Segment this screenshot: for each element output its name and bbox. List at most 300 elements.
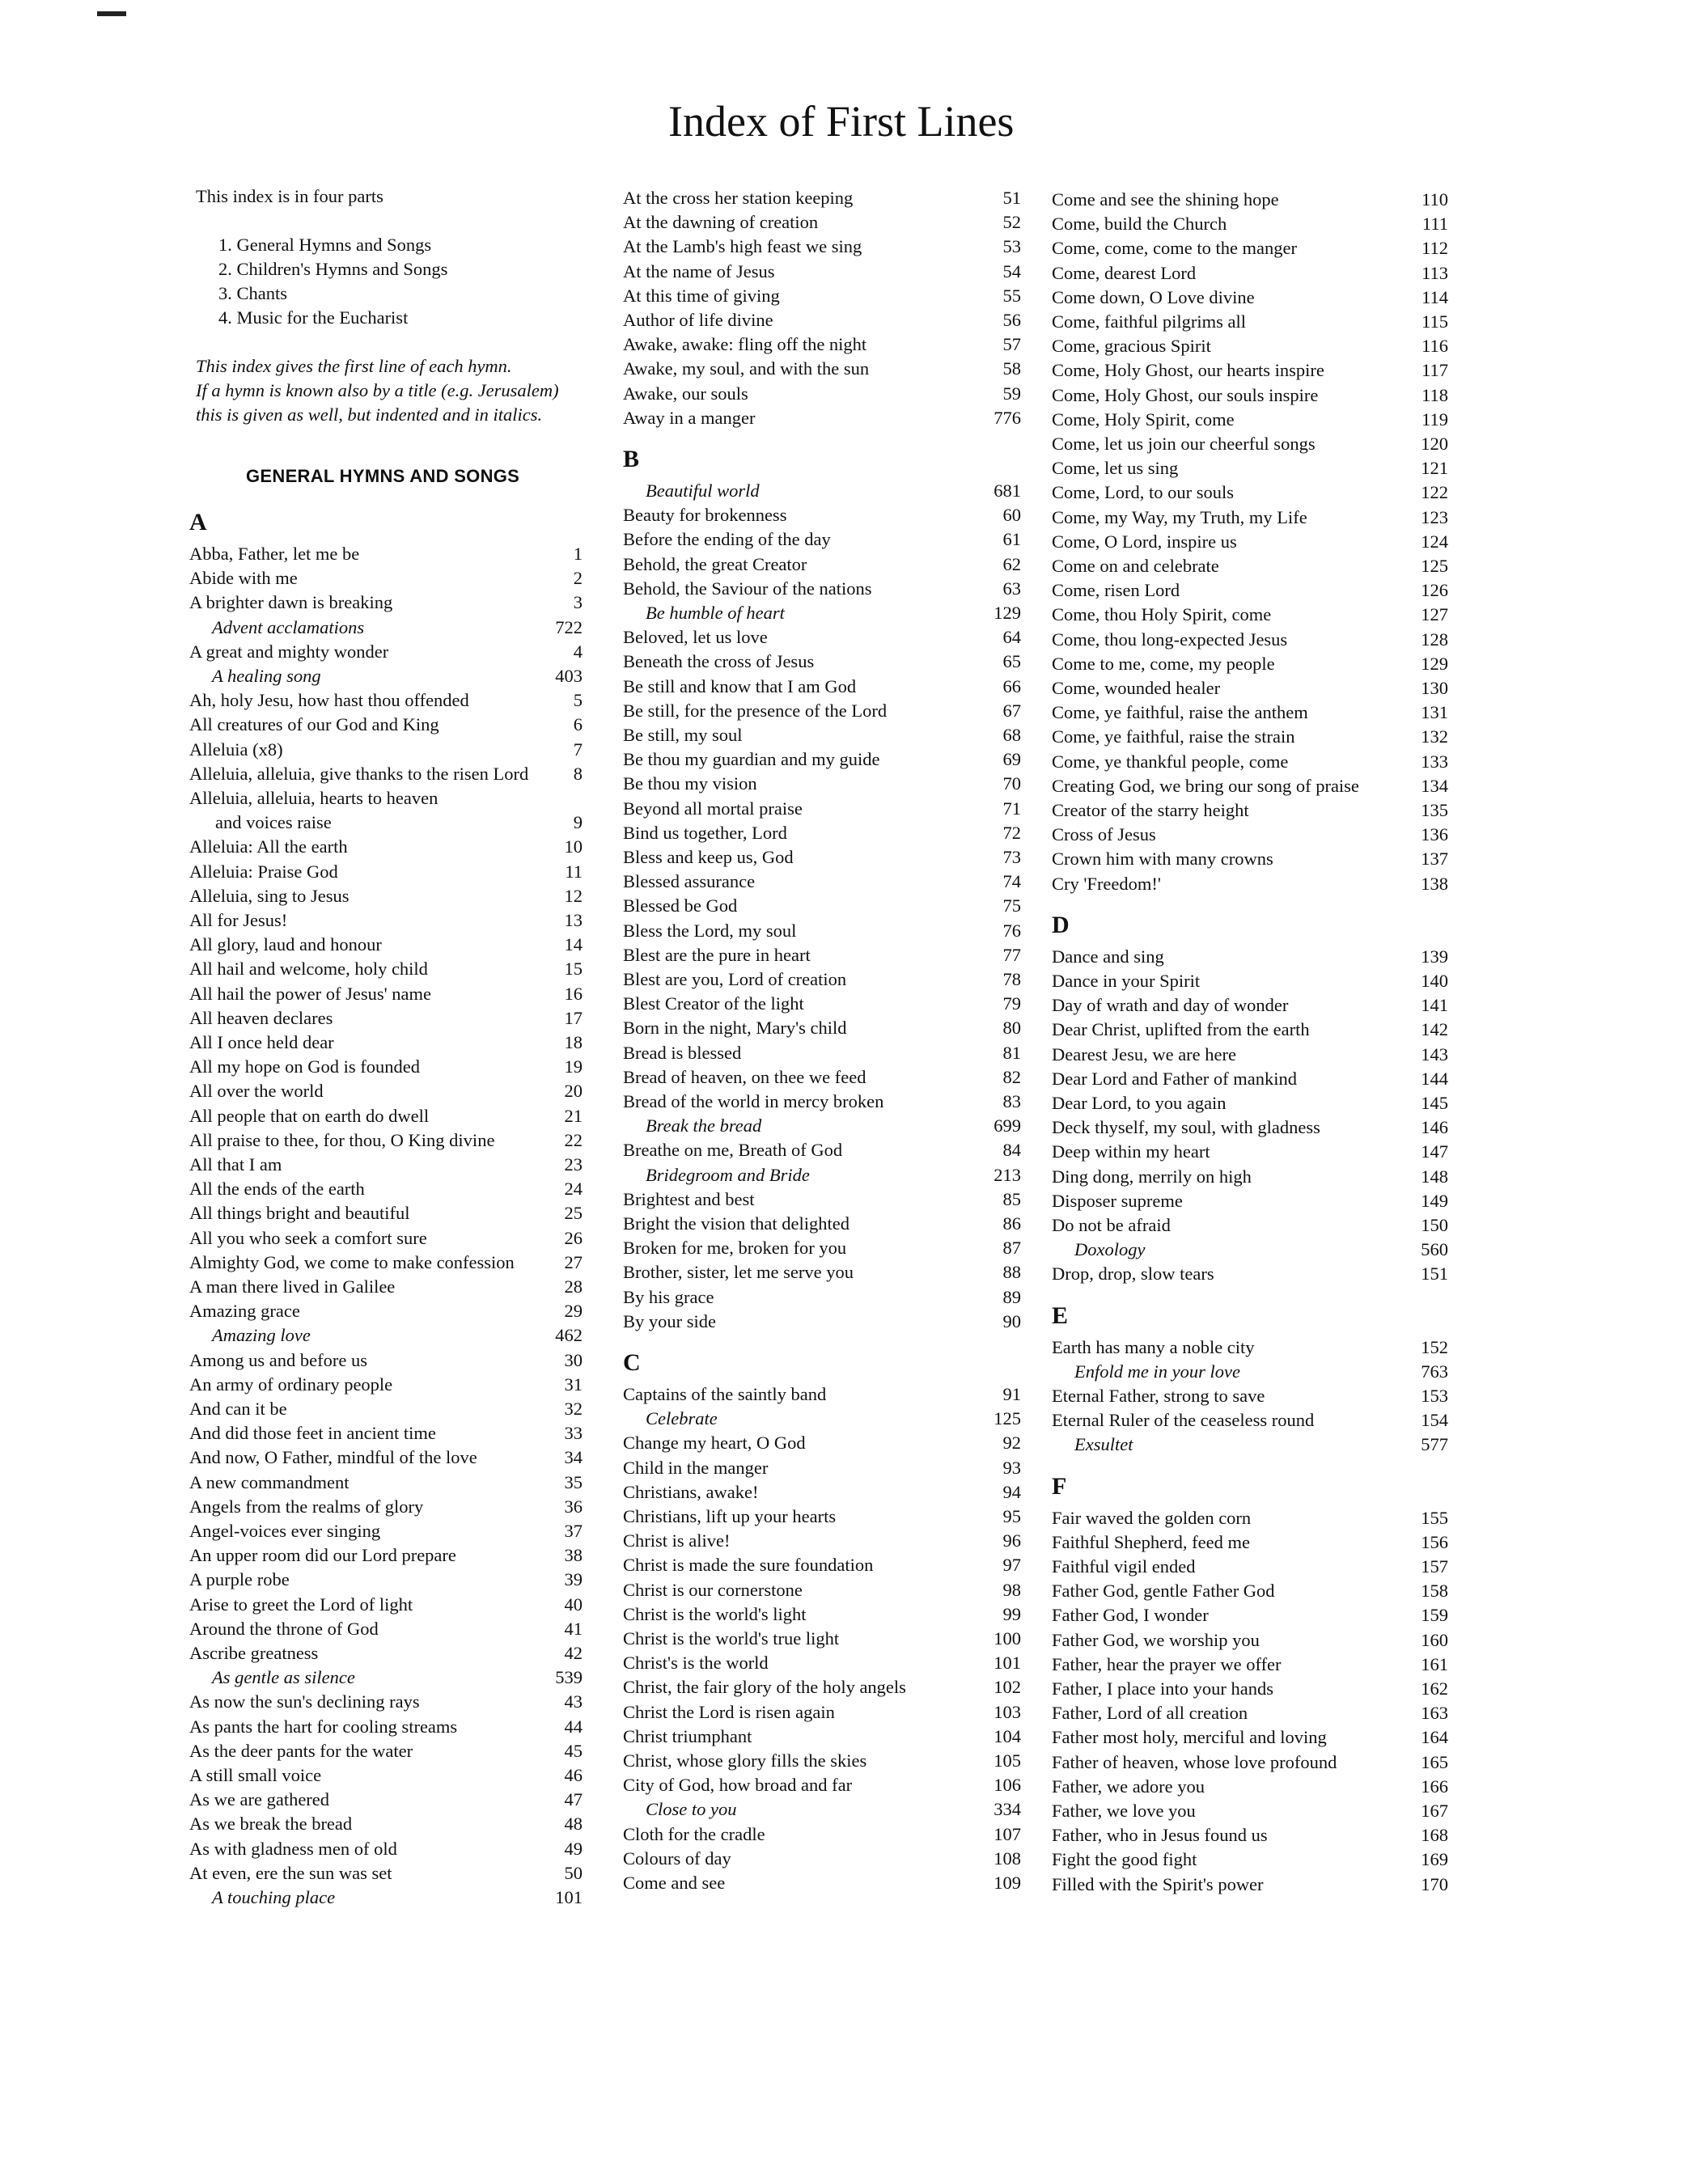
- entry-text: Fight the good fight: [1052, 1849, 1197, 1870]
- entry-number: 69: [1002, 749, 1021, 770]
- intro-note-line: this is given as well, but indented and in italics.: [196, 404, 543, 425]
- index-entry: [1052, 310, 1448, 334]
- entry-number: 19: [564, 1056, 583, 1077]
- entry-text: Come on and celebrate: [1052, 556, 1219, 576]
- entry-number: 56: [1002, 310, 1021, 330]
- entry-text: A man there lived in Galilee: [189, 1276, 396, 1297]
- index-entry: [1052, 1775, 1448, 1799]
- index-entry: [1052, 1408, 1448, 1433]
- entry-number: 127: [1421, 604, 1448, 625]
- index-entry-title: [623, 1407, 1021, 1431]
- entry-text: Brother, sister, let me serve you: [623, 1262, 854, 1283]
- entry-number: 46: [564, 1765, 583, 1785]
- entry-number: 150: [1421, 1215, 1448, 1235]
- entry-number: 27: [564, 1251, 583, 1272]
- entry-number: 137: [1421, 849, 1448, 870]
- index-entry: [1052, 1653, 1448, 1677]
- index-entry: [623, 1187, 1021, 1212]
- entry-number: 96: [1002, 1530, 1021, 1551]
- index-entry: [189, 1837, 583, 1861]
- entry-number: 81: [1002, 1042, 1021, 1063]
- index-entry-title: [1052, 1360, 1448, 1384]
- entry-text: Come, come, come to the manger: [1052, 238, 1298, 259]
- index-entry: [1052, 358, 1448, 383]
- index-entry: [189, 1690, 583, 1714]
- entry-text: Filled with the Spirit's power: [1052, 1873, 1264, 1894]
- index-entry: [623, 943, 1021, 967]
- entry-number: 91: [1002, 1384, 1021, 1404]
- entry-text: Be humble of heart: [646, 603, 785, 623]
- index-entry: [1052, 1384, 1448, 1408]
- index-entry: [189, 1299, 583, 1323]
- entry-text: Come, my Way, my Truth, my Life: [1052, 506, 1307, 527]
- entry-number: 152: [1421, 1336, 1448, 1357]
- index-entry: [623, 210, 1021, 235]
- page-title: Index of First Lines: [668, 97, 1015, 146]
- entry-number: 133: [1421, 751, 1448, 772]
- entry-text: Bread is blessed: [623, 1042, 742, 1063]
- entry-text: Come, dearest Lord: [1052, 262, 1197, 283]
- entry-number: 118: [1421, 384, 1448, 405]
- entry-text: A great and mighty wonder: [189, 641, 389, 662]
- entry-number: 54: [1002, 260, 1021, 281]
- entry-text: At the Lamb's high feast we sing: [623, 236, 862, 257]
- index-entry: [1052, 847, 1448, 871]
- entry-text: Eternal Ruler of the ceaseless round: [1052, 1410, 1315, 1431]
- entry-number: 21: [564, 1105, 583, 1126]
- index-entry: [623, 527, 1021, 552]
- index-entry: [189, 640, 583, 664]
- index-entry: [1052, 1140, 1448, 1164]
- entry-text: Close to you: [646, 1799, 737, 1820]
- index-entry: [1052, 261, 1448, 286]
- entry-text: Christ is the world's light: [623, 1603, 807, 1624]
- index-entry: [1052, 1873, 1448, 1897]
- index-entry: [1052, 506, 1448, 530]
- index-entry: [189, 811, 583, 835]
- entry-text: City of God, how broad and far: [623, 1775, 853, 1796]
- entry-text: A still small voice: [189, 1765, 322, 1785]
- entry-number: 85: [1002, 1188, 1021, 1209]
- entry-number: 42: [564, 1643, 583, 1663]
- entry-text: Dance and sing: [1052, 946, 1164, 967]
- entry-number: 84: [1002, 1140, 1021, 1161]
- index-entry: [623, 894, 1021, 918]
- entry-text: Christ is the world's true light: [623, 1628, 840, 1649]
- entry-number: 82: [1002, 1066, 1021, 1087]
- entry-number: 160: [1421, 1629, 1448, 1650]
- entry-number: 35: [564, 1471, 583, 1492]
- entry-text: All creatures of our God and King: [189, 714, 439, 735]
- entry-text: Beneath the cross of Jesus: [623, 651, 815, 672]
- index-entry: [623, 919, 1021, 943]
- entry-number: 124: [1421, 531, 1448, 552]
- index-entry: [623, 1871, 1021, 1895]
- letter-heading: C: [623, 1349, 641, 1376]
- entry-text: Disposer supreme: [1052, 1190, 1183, 1211]
- entry-text: and voices raise: [215, 812, 332, 833]
- entry-number: 40: [564, 1594, 583, 1615]
- entry-number: 67: [1002, 700, 1021, 721]
- entry-number: 79: [1002, 993, 1021, 1014]
- index-entry: [1052, 1823, 1448, 1848]
- entry-number: 577: [1421, 1434, 1448, 1455]
- index-entry: [1052, 1115, 1448, 1140]
- entry-number: 50: [564, 1862, 583, 1883]
- index-entry: [1052, 1165, 1448, 1189]
- entry-text: An upper room did our Lord prepare: [189, 1545, 456, 1566]
- entry-number: 131: [1421, 702, 1448, 723]
- index-entry: [1052, 334, 1448, 358]
- index-entry: [1052, 725, 1448, 749]
- entry-number: 55: [1002, 285, 1021, 306]
- entry-number: 47: [564, 1789, 583, 1810]
- section-heading: GENERAL HYMNS AND SONGS: [246, 466, 520, 486]
- entry-number: 159: [1421, 1605, 1448, 1626]
- entry-number: 3: [573, 592, 583, 613]
- index-entry: [623, 723, 1021, 747]
- entry-text: By his grace: [623, 1286, 714, 1307]
- entry-text: Faithful Shepherd, feed me: [1052, 1531, 1250, 1552]
- entry-number: 97: [1002, 1555, 1021, 1576]
- intro-note-line: This index gives the first line of each hymn.: [196, 356, 512, 376]
- entry-number: 141: [1421, 995, 1448, 1016]
- entry-text: Cross of Jesus: [1052, 824, 1156, 845]
- index-entry: [623, 1480, 1021, 1505]
- index-entry: [623, 552, 1021, 577]
- entry-text: Christians, awake!: [623, 1481, 759, 1502]
- index-entry: [623, 577, 1021, 601]
- entry-text: All heaven declares: [189, 1007, 333, 1028]
- entry-text: Dearest Jesu, we are here: [1052, 1043, 1236, 1064]
- entry-text: All things bright and beautiful: [189, 1203, 410, 1224]
- entry-number: 95: [1002, 1506, 1021, 1526]
- entry-number: 71: [1002, 798, 1021, 819]
- entry-text: As pants the hart for cooling streams: [189, 1716, 458, 1737]
- entry-text: Enfold me in your love: [1074, 1361, 1240, 1382]
- index-entry-title: [189, 1323, 583, 1348]
- entry-text: Come, faithful pilgrims all: [1052, 311, 1246, 332]
- index-entry: [189, 1079, 583, 1103]
- entry-number: 31: [564, 1373, 583, 1395]
- entry-number: 70: [1002, 773, 1021, 794]
- entry-text: At the name of Jesus: [623, 260, 775, 281]
- index-entry: [189, 1226, 583, 1251]
- entry-text: A purple robe: [189, 1569, 290, 1590]
- entry-number: 59: [1002, 383, 1021, 404]
- entry-number: 113: [1421, 262, 1448, 283]
- index-entry: [189, 1128, 583, 1153]
- entry-number: 151: [1421, 1263, 1448, 1285]
- index-entry: [1052, 1701, 1448, 1725]
- entry-number: 68: [1002, 725, 1021, 745]
- entry-text: Change my heart, O God: [623, 1433, 806, 1454]
- entry-text: Come, build the Church: [1052, 214, 1227, 235]
- entry-text: Alleluia: Praise God: [189, 861, 338, 882]
- entry-text: Be still and know that I am God: [623, 675, 857, 696]
- entry-number: 154: [1421, 1410, 1448, 1431]
- index-entry: [1052, 530, 1448, 554]
- index-entry: [623, 1700, 1021, 1725]
- entry-number: 158: [1421, 1581, 1448, 1602]
- entry-text: Come, ye faithful, raise the strain: [1052, 726, 1295, 747]
- entry-number: 119: [1421, 408, 1448, 430]
- entry-text: Awake, awake: fling off the night: [623, 334, 867, 355]
- entry-text: Christ, whose glory fills the skies: [623, 1750, 867, 1771]
- entry-text: Earth has many a noble city: [1052, 1336, 1255, 1357]
- entry-text: Awake, my soul, and with the sun: [623, 358, 870, 379]
- entry-number: 134: [1421, 775, 1448, 796]
- entry-number: 17: [564, 1007, 583, 1028]
- entry-number: 52: [1002, 212, 1021, 233]
- entry-number: 28: [564, 1276, 583, 1297]
- entry-text: Child in the manger: [623, 1457, 769, 1478]
- entry-text: Father God, I wonder: [1052, 1605, 1209, 1626]
- letter-heading: D: [1052, 911, 1070, 938]
- entry-text: Come, ye thankful people, come: [1052, 751, 1289, 772]
- entry-number: 109: [994, 1873, 1021, 1893]
- index-entry: [1052, 1628, 1448, 1653]
- entry-text: Bread of the world in mercy broken: [623, 1091, 884, 1111]
- entry-number: 13: [564, 910, 583, 930]
- entry-number: 136: [1421, 824, 1448, 845]
- entry-text: Ah, holy Jesu, how hast thou offended: [189, 690, 469, 711]
- entry-number: 560: [1421, 1239, 1448, 1260]
- entry-number: 48: [564, 1814, 583, 1835]
- entry-text: All over the world: [189, 1081, 324, 1102]
- entry-number: 167: [1421, 1801, 1448, 1821]
- entry-text: Bridegroom and Bride: [646, 1164, 810, 1185]
- entry-number: 18: [564, 1032, 583, 1052]
- entry-text: Broken for me, broken for you: [623, 1238, 847, 1259]
- entry-text: Drop, drop, slow tears: [1052, 1263, 1214, 1285]
- entry-text: A new commandment: [189, 1471, 350, 1492]
- index-entry: [623, 821, 1021, 845]
- index-entry: [189, 688, 583, 713]
- entry-text: All the ends of the earth: [189, 1179, 365, 1200]
- entry-text: Be still, my soul: [623, 725, 743, 745]
- entry-text: Be thou my vision: [623, 773, 757, 794]
- index-entry: [1052, 945, 1448, 969]
- index-entry: [1052, 603, 1448, 627]
- entry-text: Alleluia, alleluia, hearts to heaven: [189, 788, 439, 808]
- entry-number: 80: [1002, 1018, 1021, 1039]
- entry-text: Arise to greet the Lord of light: [189, 1594, 413, 1615]
- entry-number: 125: [994, 1408, 1021, 1429]
- entry-text: Father, we love you: [1052, 1801, 1196, 1821]
- index-entry: [623, 1382, 1021, 1407]
- entry-text: As gentle as silence: [212, 1667, 355, 1688]
- entry-text: All hail the power of Jesus' name: [189, 983, 431, 1004]
- intro-part-2: 2. Children's Hymns and Songs: [218, 259, 448, 279]
- entry-number: 90: [1002, 1310, 1021, 1331]
- entry-text: And can it be: [189, 1399, 287, 1419]
- index-entry: [189, 1445, 583, 1470]
- index-entry: [623, 357, 1021, 381]
- entry-number: 165: [1421, 1751, 1448, 1772]
- entry-text: By your side: [623, 1310, 716, 1331]
- index-entry: [189, 1788, 583, 1812]
- entry-number: 132: [1421, 726, 1448, 747]
- entry-text: Christ is made the sure foundation: [623, 1555, 874, 1576]
- index-entry-title: [623, 479, 1021, 503]
- index-entry: [1052, 408, 1448, 432]
- entry-number: 26: [564, 1227, 583, 1248]
- entry-number: 129: [1421, 653, 1448, 674]
- entry-number: 121: [1421, 458, 1448, 479]
- entry-text: Ascribe greatness: [189, 1643, 319, 1663]
- intro-note-line: If a hymn is known also by a title (e.g. Jerusalem): [196, 380, 559, 400]
- entry-text: Deck thyself, my soul, with gladness: [1052, 1117, 1320, 1138]
- entry-text: Alleluia: All the earth: [189, 836, 348, 857]
- index-entry: [189, 1153, 583, 1177]
- entry-number: 63: [1002, 578, 1021, 599]
- entry-text: Amazing grace: [189, 1301, 300, 1322]
- entry-number: 58: [1002, 358, 1021, 379]
- entry-text: All praise to thee, for thou, O King divine: [189, 1129, 495, 1150]
- index-entry: [1052, 872, 1448, 896]
- index-entry: [189, 1201, 583, 1225]
- index-entry: [189, 1739, 583, 1763]
- index-entry: [623, 1627, 1021, 1651]
- index-entry: [189, 1641, 583, 1666]
- entry-number: 75: [1002, 895, 1021, 916]
- entry-text: And did those feet in ancient time: [189, 1423, 436, 1444]
- entry-text: Come, O Lord, inspire us: [1052, 531, 1237, 552]
- index-entry: [189, 1763, 583, 1788]
- entry-number: 145: [1421, 1093, 1448, 1113]
- entry-number: 86: [1002, 1213, 1021, 1234]
- entry-number: 163: [1421, 1703, 1448, 1724]
- index-entry: [189, 1177, 583, 1201]
- entry-number: 123: [1421, 506, 1448, 527]
- entry-text: Among us and before us: [189, 1349, 367, 1370]
- entry-number: 32: [564, 1399, 583, 1419]
- entry-number: 213: [994, 1164, 1021, 1185]
- entry-number: 98: [1002, 1579, 1021, 1600]
- index-entry: [623, 332, 1021, 357]
- entry-number: 72: [1002, 822, 1021, 843]
- entry-number: 140: [1421, 971, 1448, 991]
- index-entry: [1052, 1848, 1448, 1872]
- index-entry: [623, 1602, 1021, 1627]
- entry-text: Exsultet: [1074, 1434, 1133, 1455]
- entry-text: Christ's is the world: [623, 1653, 769, 1674]
- entry-number: 89: [1002, 1286, 1021, 1307]
- entry-number: 170: [1421, 1873, 1448, 1894]
- entry-number: 10: [564, 836, 583, 857]
- entry-text: As we are gathered: [189, 1789, 330, 1810]
- index-entry-title: [189, 664, 583, 688]
- index-entry: [623, 382, 1021, 406]
- index-entry: [1052, 480, 1448, 505]
- entry-number: 106: [994, 1775, 1021, 1796]
- entry-text: As now the sun's declining rays: [189, 1691, 420, 1712]
- index-entry: [1052, 1555, 1448, 1579]
- entry-number: 43: [564, 1691, 583, 1712]
- index-entry: [623, 186, 1021, 210]
- index-entry: [1052, 750, 1448, 774]
- index-entry: [623, 1285, 1021, 1310]
- entry-text: A healing song: [212, 666, 321, 686]
- entry-number: 1: [573, 544, 583, 564]
- entry-text: Be still, for the presence of the Lord: [623, 700, 888, 721]
- index-entry: [623, 235, 1021, 259]
- index-entry: [1052, 554, 1448, 578]
- entry-text: Bless the Lord, my soul: [623, 920, 797, 941]
- entry-number: 9: [573, 812, 583, 833]
- entry-number: 16: [564, 983, 583, 1004]
- entry-number: 101: [994, 1653, 1021, 1674]
- index-entry-title: [1052, 1433, 1448, 1457]
- index-entry: [189, 884, 583, 908]
- index-entry: [1052, 823, 1448, 847]
- entry-text: Come, let us sing: [1052, 458, 1179, 479]
- entry-text: Cry 'Freedom!': [1052, 873, 1161, 894]
- entry-text: All that I am: [189, 1154, 282, 1175]
- entry-number: 126: [1421, 580, 1448, 601]
- entry-number: 111: [1421, 214, 1448, 235]
- index-entry: [189, 1397, 583, 1421]
- index-entry-title: [623, 1163, 1021, 1187]
- entry-number: 39: [564, 1569, 583, 1590]
- entry-number: 61: [1002, 529, 1021, 550]
- entry-text: Alleluia, alleluia, give thanks to the risen Lord: [189, 763, 529, 784]
- entry-text: Blessed be God: [623, 895, 738, 916]
- entry-number: 94: [1002, 1481, 1021, 1502]
- entry-text: Bless and keep us, God: [623, 847, 794, 867]
- index-entry: [623, 1529, 1021, 1553]
- index-entry: [623, 1675, 1021, 1699]
- index-entry: [623, 870, 1021, 894]
- index-entry: [189, 1543, 583, 1568]
- entry-number: 148: [1421, 1166, 1448, 1187]
- entry-text: Christ is our cornerstone: [623, 1579, 803, 1600]
- entry-number: 60: [1002, 505, 1021, 526]
- entry-number: 144: [1421, 1068, 1448, 1089]
- entry-number: 462: [555, 1325, 583, 1346]
- index-entry: [623, 992, 1021, 1016]
- entry-number: 104: [994, 1725, 1021, 1746]
- entry-text: Behold, the Saviour of the nations: [623, 578, 872, 599]
- entry-number: 101: [555, 1887, 583, 1907]
- index-entry: [189, 1593, 583, 1617]
- entry-number: 87: [1002, 1238, 1021, 1259]
- entry-text: Day of wrath and day of wonder: [1052, 995, 1289, 1016]
- index-entry: [189, 860, 583, 884]
- entry-number: 100: [994, 1628, 1021, 1649]
- entry-number: 142: [1421, 1019, 1448, 1040]
- entry-number: 776: [994, 407, 1021, 428]
- index-entry: [623, 650, 1021, 674]
- entry-number: 65: [1002, 651, 1021, 672]
- entry-text: Dear Lord, to you again: [1052, 1093, 1227, 1113]
- index-entry: [623, 1431, 1021, 1455]
- index-entry: [1052, 1579, 1448, 1603]
- entry-text: Father, Lord of all creation: [1052, 1703, 1248, 1724]
- letter-heading: B: [623, 446, 640, 472]
- entry-text: Come, let us join our cheerful songs: [1052, 434, 1316, 454]
- entry-number: 44: [564, 1716, 583, 1737]
- entry-text: Ding dong, merrily on high: [1052, 1166, 1252, 1187]
- entry-number: 139: [1421, 946, 1448, 967]
- entry-number: 128: [1421, 629, 1448, 650]
- index-entry: [623, 1505, 1021, 1529]
- index-entry: [1052, 993, 1448, 1018]
- index-entry: [189, 1373, 583, 1397]
- index-entry: [1052, 1335, 1448, 1360]
- entry-text: Beauty for brokenness: [623, 505, 787, 526]
